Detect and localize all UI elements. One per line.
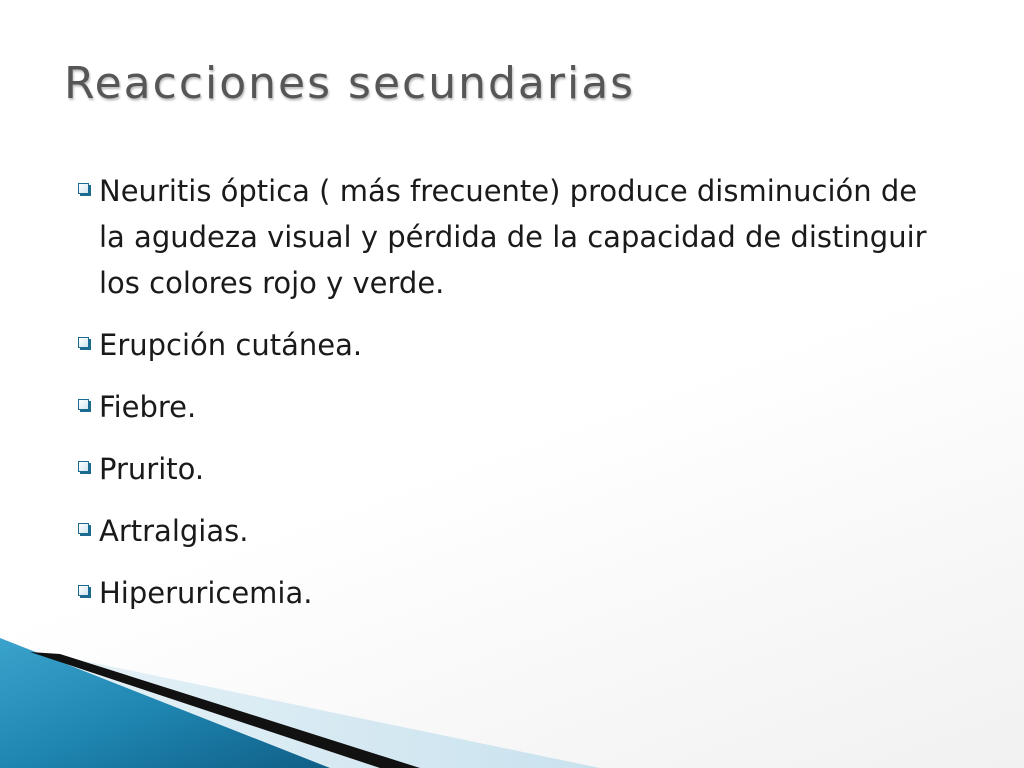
square-bullet-icon xyxy=(78,523,89,534)
bullet-list xyxy=(72,168,952,632)
decorative-swoosh xyxy=(0,638,1024,768)
list-item xyxy=(72,570,952,616)
square-bullet-icon xyxy=(78,183,89,194)
list-item xyxy=(72,322,952,368)
list-item xyxy=(72,446,952,492)
slide-title: Reacciones secundarias xyxy=(64,58,636,109)
square-bullet-icon xyxy=(78,399,89,410)
bullet-text: Prurito. xyxy=(99,452,205,486)
bullet-text: Neuritis óptica ( más frecuente) produce disminución de la agudeza visual y pérdida de la capacidad de distinguir los colores rojo y verde. xyxy=(99,174,927,300)
bullet-text: Artralgias. xyxy=(99,514,249,548)
square-bullet-icon xyxy=(78,461,89,472)
list-item xyxy=(72,508,952,554)
list-item xyxy=(72,168,952,306)
bullet-text: Fiebre. xyxy=(99,390,197,424)
bullet-text: Hiperuricemia. xyxy=(99,576,313,610)
square-bullet-icon xyxy=(78,585,89,596)
list-item xyxy=(72,384,952,430)
square-bullet-icon xyxy=(78,337,89,348)
bullet-text: Erupción cutánea. xyxy=(99,328,363,362)
